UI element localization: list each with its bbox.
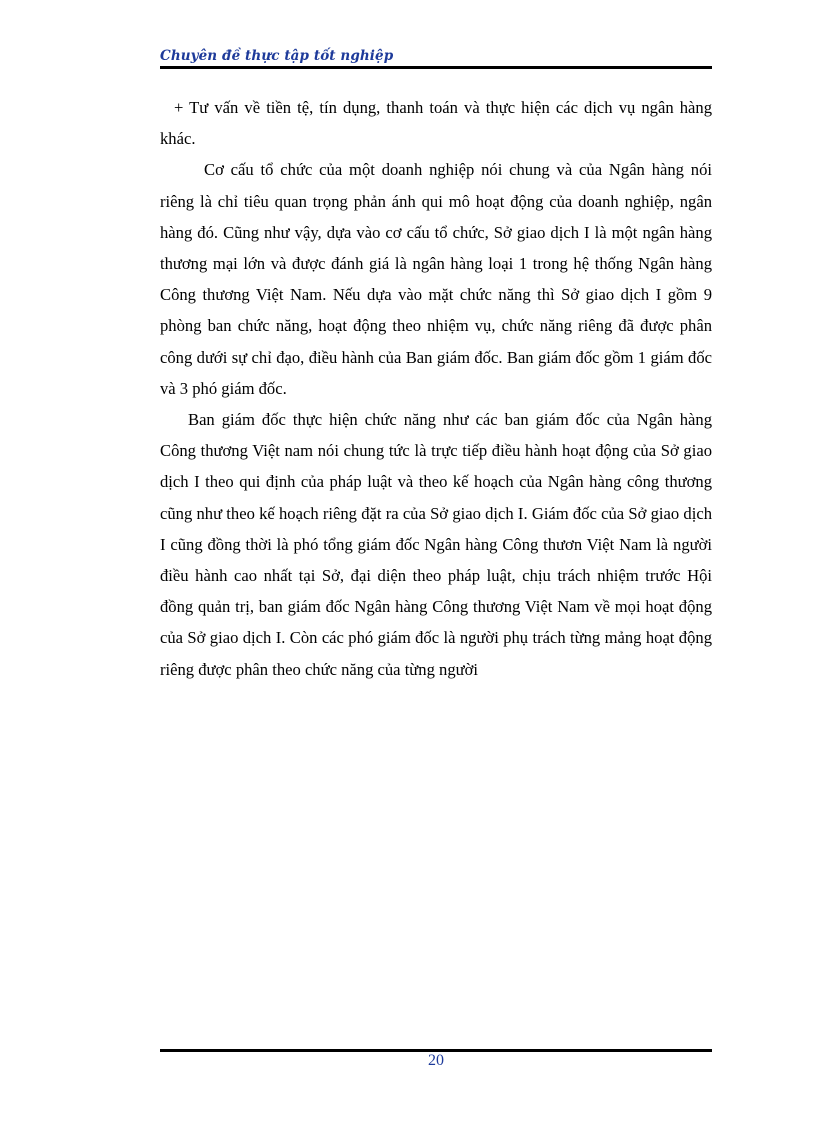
page-number: 20 <box>428 1052 444 1069</box>
running-header-title: Chuyên đề thực tập tốt nghiệp <box>160 48 394 64</box>
header-rule <box>160 66 712 69</box>
paragraph-board-of-directors: Ban giám đốc thực hiện chức năng như các ban giám đốc của Ngân hàng Công thương Việt nam nói chung tức là trực tiếp điều hành hoạt động của Sở giao dịch I theo qui định của pháp luật và theo kế hoạch của Ngân hàng công thương cũng như theo kế hoạch riêng đặt ra của Sở giao dịch I. Giám đốc của Sở giao dịch I cũng đồng thời là phó tổng giám đốc Ngân hàng Công thươn Việt Nam là người điều hành cao nhất tại Sở, đại diện theo pháp luật, chịu trách nhiệm trước Hội đồng quản trị, ban giám đốc Ngân hàng Công thương Việt Nam về mọi hoạt động của Sở giao dịch I. Còn các phó giám đốc là người phụ trách từng mảng hoạt động riêng được phân theo chức năng của từng người <box>160 410 712 679</box>
paragraph-services: + Tư vấn về tiền tệ, tín dụng, thanh toán và thực hiện các dịch vụ ngân hàng khác. <box>160 98 712 149</box>
paragraph-org-structure: Cơ cấu tổ chức của một doanh nghiệp nói chung và của Ngân hàng nói riêng là chỉ tiêu quan trọng phản ánh qui mô hoạt động của doanh nghiệp, ngân hàng đó. Cũng như vậy, dựa vào cơ cấu tổ chức, Sở giao dịch I là một ngân hàng thương mại lớn và được đánh giá là ngân hàng loại 1 trong hệ thống Ngân hàng Công thương Việt Nam. Nếu dựa vào mặt chức năng thì Sở giao dịch I gồm 9 phòng ban chức năng, hoạt động theo nhiệm vụ, chức năng riêng đã được phân công dưới sự chỉ đạo, điều hành của Ban giám đốc. Ban giám đốc gồm 1 giám đốc và 3 phó giám đốc. <box>160 160 712 398</box>
body-text <box>160 92 712 685</box>
